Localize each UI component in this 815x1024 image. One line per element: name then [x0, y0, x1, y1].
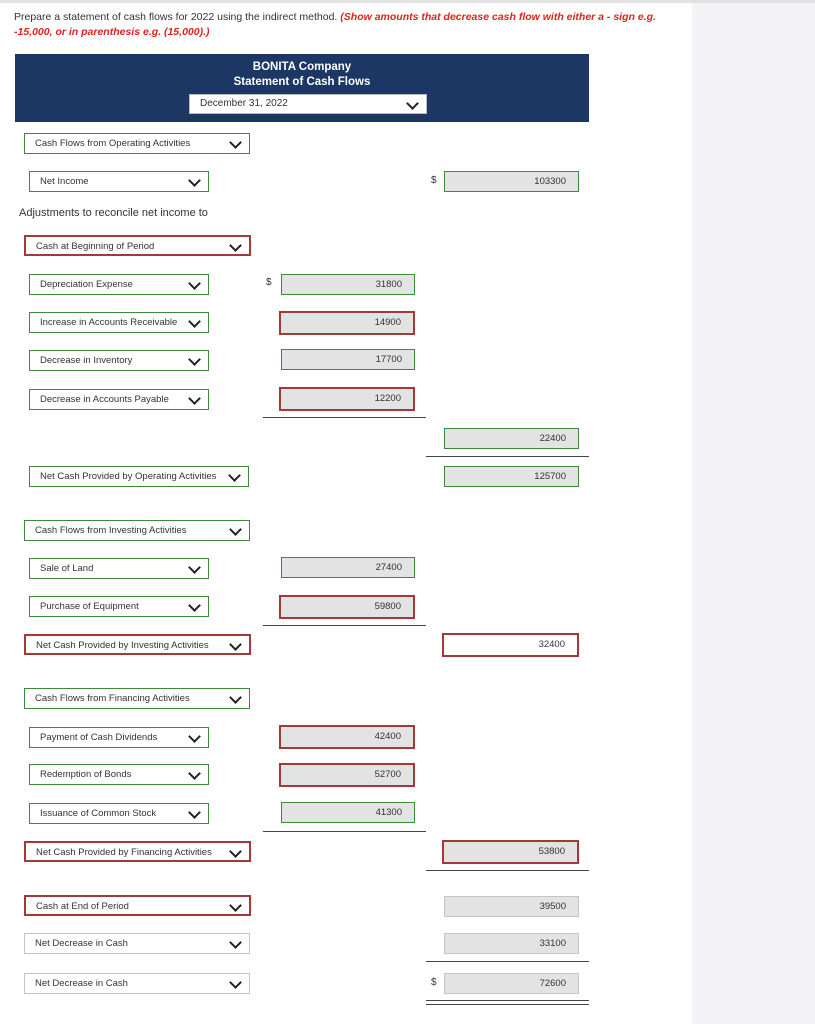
- adjustments-label: Adjustments to reconcile net income to: [19, 207, 208, 219]
- company-name: BONITA Company: [252, 61, 352, 73]
- select-label: Decrease in Inventory: [40, 355, 133, 366]
- input-total-adjustments[interactable]: 22400: [444, 428, 579, 449]
- input-dec-inventory[interactable]: 17700: [281, 349, 415, 370]
- input-cash-dividends[interactable]: 42400: [279, 725, 415, 749]
- input-purchase-equipment[interactable]: 59800: [279, 595, 415, 619]
- chevron-down-icon: [229, 899, 242, 912]
- chevron-down-icon: [188, 315, 201, 328]
- select-dec-ap[interactable]: [29, 389, 209, 410]
- select-label: Cash Flows from Investing Activities: [35, 525, 187, 536]
- input-net-decrease-2[interactable]: 72600: [444, 973, 579, 994]
- subtotal-rule: [263, 831, 426, 832]
- select-label: Cash at End of Period: [36, 901, 129, 912]
- select-label: Net Cash Provided by Financing Activities: [36, 847, 212, 858]
- select-label: Increase in Accounts Receivable: [40, 317, 178, 328]
- chevron-down-icon: [188, 561, 201, 574]
- chevron-down-icon: [188, 599, 201, 612]
- select-inc-ar[interactable]: [29, 312, 209, 333]
- input-net-decrease-1[interactable]: 33100: [444, 933, 579, 954]
- instructions-text: Prepare a statement of cash flows for 2022 using the indirect method.: [14, 11, 338, 23]
- subtotal-rule: [426, 870, 589, 871]
- select-label: Net Decrease in Cash: [35, 978, 128, 989]
- instructions: [14, 10, 674, 40]
- dollar-sign: $: [431, 977, 437, 988]
- chevron-down-icon: [229, 845, 242, 858]
- chevron-down-icon: [188, 767, 201, 780]
- chevron-down-icon: [229, 976, 242, 989]
- select-label: Net Income: [40, 176, 89, 187]
- select-dec-inventory[interactable]: [29, 350, 209, 371]
- input-net-operating[interactable]: 125700: [444, 466, 579, 487]
- input-redemption-bonds[interactable]: 52700: [279, 763, 415, 787]
- select-label: Sale of Land: [40, 563, 94, 574]
- period-select[interactable]: [189, 94, 427, 114]
- select-financing-heading[interactable]: [24, 688, 250, 709]
- input-issuance-stock[interactable]: 41300: [281, 802, 415, 823]
- period-select-value: December 31, 2022: [200, 98, 288, 109]
- select-label: Decrease in Accounts Payable: [40, 394, 169, 405]
- select-label: Net Cash Provided by Investing Activities: [36, 640, 209, 651]
- input-depreciation[interactable]: 31800: [281, 274, 415, 295]
- input-inc-ar[interactable]: 14900: [279, 311, 415, 335]
- select-sale-of-land[interactable]: [29, 558, 209, 579]
- dollar-sign: $: [266, 277, 272, 288]
- double-underline: [426, 1000, 589, 1005]
- select-net-investing[interactable]: [24, 634, 251, 655]
- subtotal-rule: [426, 961, 589, 962]
- select-label: Cash Flows from Financing Activities: [35, 693, 190, 704]
- chevron-down-icon: [229, 691, 242, 704]
- chevron-down-icon: [188, 730, 201, 743]
- chevron-down-icon: [188, 353, 201, 366]
- chevron-down-icon: [406, 97, 419, 110]
- select-label: Payment of Cash Dividends: [40, 732, 158, 743]
- input-dec-ap[interactable]: 12200: [279, 387, 415, 411]
- chevron-down-icon: [188, 392, 201, 405]
- input-net-financing[interactable]: 53800: [442, 840, 579, 864]
- chevron-down-icon: [188, 806, 201, 819]
- chevron-down-icon: [228, 469, 241, 482]
- chevron-down-icon: [229, 136, 242, 149]
- subtotal-rule: [263, 625, 426, 626]
- select-label: Net Decrease in Cash: [35, 938, 128, 949]
- select-purchase-equipment[interactable]: [29, 596, 209, 617]
- chevron-down-icon: [229, 523, 242, 536]
- input-cash-end[interactable]: 39500: [444, 896, 579, 917]
- select-label: Redemption of Bonds: [40, 769, 132, 780]
- select-net-decrease-2[interactable]: [24, 973, 250, 994]
- select-operating-heading[interactable]: [24, 133, 250, 154]
- chevron-down-icon: [229, 239, 242, 252]
- select-label: Depreciation Expense: [40, 279, 133, 290]
- chevron-down-icon: [188, 174, 201, 187]
- subtotal-rule: [426, 456, 589, 457]
- select-label: Cash Flows from Operating Activities: [35, 138, 191, 149]
- select-net-financing[interactable]: [24, 841, 251, 862]
- dollar-sign: $: [431, 175, 437, 186]
- select-adjustment-1[interactable]: [24, 235, 251, 256]
- select-investing-heading[interactable]: [24, 520, 250, 541]
- statement-header: [15, 54, 589, 122]
- select-net-decrease-1[interactable]: [24, 933, 250, 954]
- input-net-income[interactable]: 103300: [444, 171, 579, 192]
- statement-title: Statement of Cash Flows: [233, 76, 371, 88]
- select-cash-dividends[interactable]: [29, 727, 209, 748]
- input-net-investing[interactable]: 32400: [442, 633, 579, 657]
- select-net-operating[interactable]: [29, 466, 249, 487]
- top-divider: [0, 0, 815, 3]
- select-depreciation[interactable]: [29, 274, 209, 295]
- select-label: Net Cash Provided by Operating Activities: [40, 471, 217, 482]
- select-label: Cash at Beginning of Period: [36, 241, 155, 252]
- chevron-down-icon: [229, 936, 242, 949]
- select-issuance-stock[interactable]: [29, 803, 209, 824]
- select-label: Purchase of Equipment: [40, 601, 139, 612]
- input-sale-of-land[interactable]: 27400: [281, 557, 415, 578]
- select-net-income[interactable]: [29, 171, 209, 192]
- subtotal-rule: [263, 417, 426, 418]
- select-redemption-bonds[interactable]: [29, 764, 209, 785]
- instructions-emphasis: (Show amounts that decrease cash flow with either a - sign e.g. -15,000, or in parenthesis e.g. (15,000).): [14, 11, 656, 38]
- chevron-down-icon: [229, 638, 242, 651]
- select-cash-end[interactable]: [24, 895, 251, 916]
- chevron-down-icon: [188, 277, 201, 290]
- select-label: Issuance of Common Stock: [40, 808, 157, 819]
